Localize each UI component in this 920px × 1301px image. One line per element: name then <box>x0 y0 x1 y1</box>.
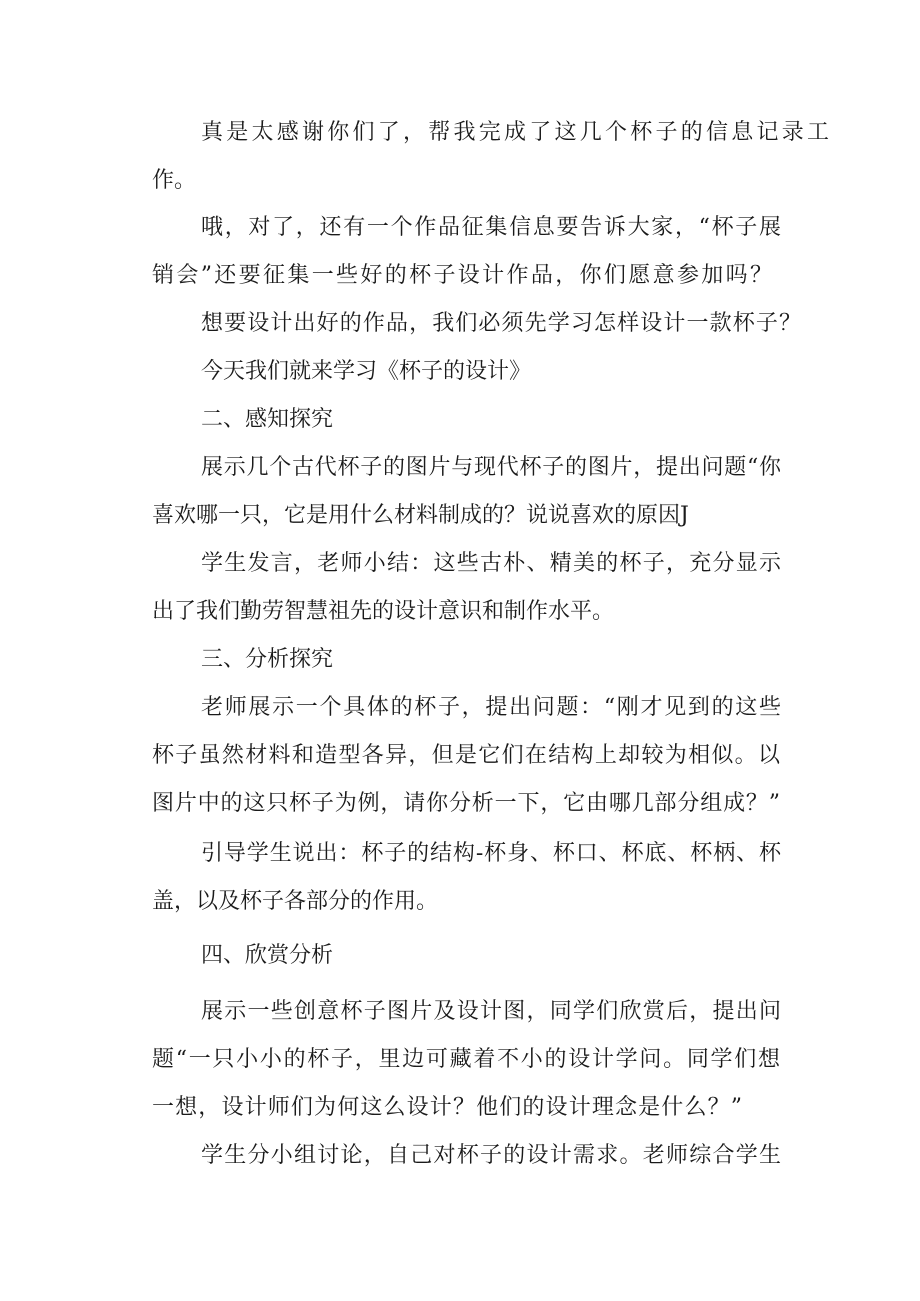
text-line: 老师展示一个具体的杯子，提出问题：“刚才见到的这些 <box>201 695 783 720</box>
text-line: 真是太感谢你们了，帮我完成了这几个杯子的信息记录工 <box>201 120 833 145</box>
text-line: 出了我们勤劳智慧祖先的设计意识和制作水平。 <box>152 599 615 624</box>
text-line: 杯子虽然材料和造型各异，但是它们在结构上却较为相似。以 <box>152 743 782 768</box>
text-line: 销会”还要征集一些好的杯子设计作品，你们愿意参加吗？ <box>152 263 775 288</box>
text-line: 学生分小组讨论，自己对杯子的设计需求。老师综合学生 <box>201 1143 783 1168</box>
text-line: 引导学生说出：杯子的结构-杯身、杯口、杯底、杯柄、杯 <box>201 841 782 866</box>
text-line: 图片中的这只杯子为例，请你分析一下，它由哪几部分组成？” <box>152 791 781 816</box>
text-line: 一想，设计师们为何这么设计？他们的设计理念是什么？” <box>152 1095 744 1120</box>
text-line: 学生发言，老师小结：这些古朴、精美的杯子，充分显示 <box>201 551 783 576</box>
text-line: 想要设计出好的作品，我们必须先学习怎样设计一款杯子？ <box>201 311 803 336</box>
text-line: 喜欢哪一只，它是用什么材料制成的？说说喜欢的原因J <box>152 503 689 528</box>
text-line: 题“一只小小的杯子，里边可藏着不小的设计学问。同学们想 <box>152 1047 782 1072</box>
text-line: 哦，对了，还有一个作品征集信息要告诉大家，“杯子展 <box>201 215 783 240</box>
text-line: 作。 <box>152 168 197 193</box>
section-heading: 二、感知探究 <box>201 407 334 432</box>
section-heading: 三、分析探究 <box>201 647 334 672</box>
text-line: 今天我们就来学习《杯子的设计》 <box>201 359 532 384</box>
text-line: 展示几个古代杯子的图片与现代杯子的图片，提出问题“你 <box>201 455 782 480</box>
text-line: 盖，以及杯子各部分的作用。 <box>152 889 439 914</box>
text-line: 展示一些创意杯子图片及设计图，同学们欣赏后，提出问 <box>201 999 783 1024</box>
section-heading: 四、欣赏分析 <box>201 943 334 968</box>
